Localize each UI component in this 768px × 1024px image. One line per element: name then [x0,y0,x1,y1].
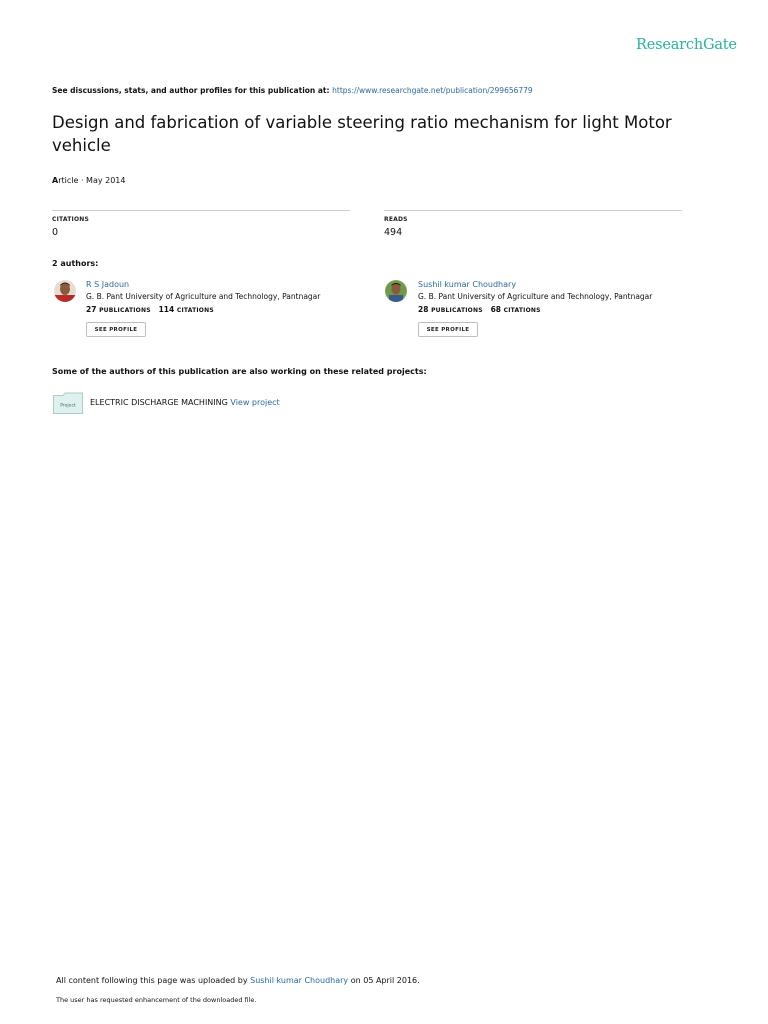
publication-meta [52,176,126,185]
author-1-name[interactable]: R S Jadoun [86,280,130,289]
related-projects-heading: Some of the authors of this publication are also working on these related projects: [52,367,427,376]
publication-date: May 2014 [86,176,126,185]
uploader-link[interactable]: Sushil kumar Choudhary [250,976,349,985]
upload-prefix: All content following this page was uploaded by [56,976,248,985]
author-1-see-profile-button[interactable]: SEE PROFILE [86,322,146,337]
author-1-counts [86,305,214,314]
view-project-link[interactable]: View project [230,398,280,407]
reads-label: READS [384,216,408,223]
author-1-publications-label: PUBLICATIONS [99,307,151,314]
enhancement-note: The user has requested enhancement of the downloaded file. [56,996,257,1004]
reads-value: 494 [384,227,403,238]
authors-heading: 2 authors: [52,259,99,268]
author-2-photo-icon [385,280,407,302]
author-2-citations: 68 [490,305,501,314]
author-1-photo-icon [54,280,76,302]
author-1-citations: 114 [158,305,175,314]
project-folder-icon[interactable] [53,392,83,414]
citations-label: CITATIONS [52,216,90,223]
upload-suffix: on 05 April 2016. [350,976,420,985]
author-2-name[interactable]: Sushil kumar Choudhary [418,280,517,289]
author-2-publications: 28 [418,305,429,314]
project-icon-label: Project [60,403,76,409]
researchgate-logo[interactable]: ResearchGate [636,37,737,53]
citations-value: 0 [52,227,59,238]
reads-divider [384,210,682,211]
author-2-affiliation: G. B. Pant University of Agriculture and Technology, Pantnagar [418,292,653,301]
project-line [90,398,280,407]
author-2-avatar[interactable] [385,280,407,302]
author-2-publications-label: PUBLICATIONS [431,307,483,314]
type-initial: A [52,176,59,185]
meta-separator: · [80,176,84,185]
publication-url-link[interactable]: https://www.researchgate.net/publication/299656779 [332,86,533,95]
publication-title: Design and fabrication of variable steering ratio mechanism for light Motor vehicle [52,113,672,155]
author-1-citations-label: CITATIONS [176,307,214,314]
author-1-affiliation: G. B. Pant University of Agriculture and Technology, Pantnagar [86,292,321,301]
author-2-citations-label: CITATIONS [503,307,541,314]
author-1-publications: 27 [86,305,97,314]
author-1-avatar[interactable] [54,280,76,302]
type-rest: rticle [58,176,79,185]
citations-divider [52,210,350,211]
discussion-line [52,86,533,95]
author-2-see-profile-button[interactable]: SEE PROFILE [418,322,478,337]
upload-line [56,976,420,985]
project-name: ELECTRIC DISCHARGE MACHINING [90,398,228,407]
discussion-text: See discussions, stats, and author profiles for this publication at: [52,86,330,95]
author-2-counts [418,305,541,314]
